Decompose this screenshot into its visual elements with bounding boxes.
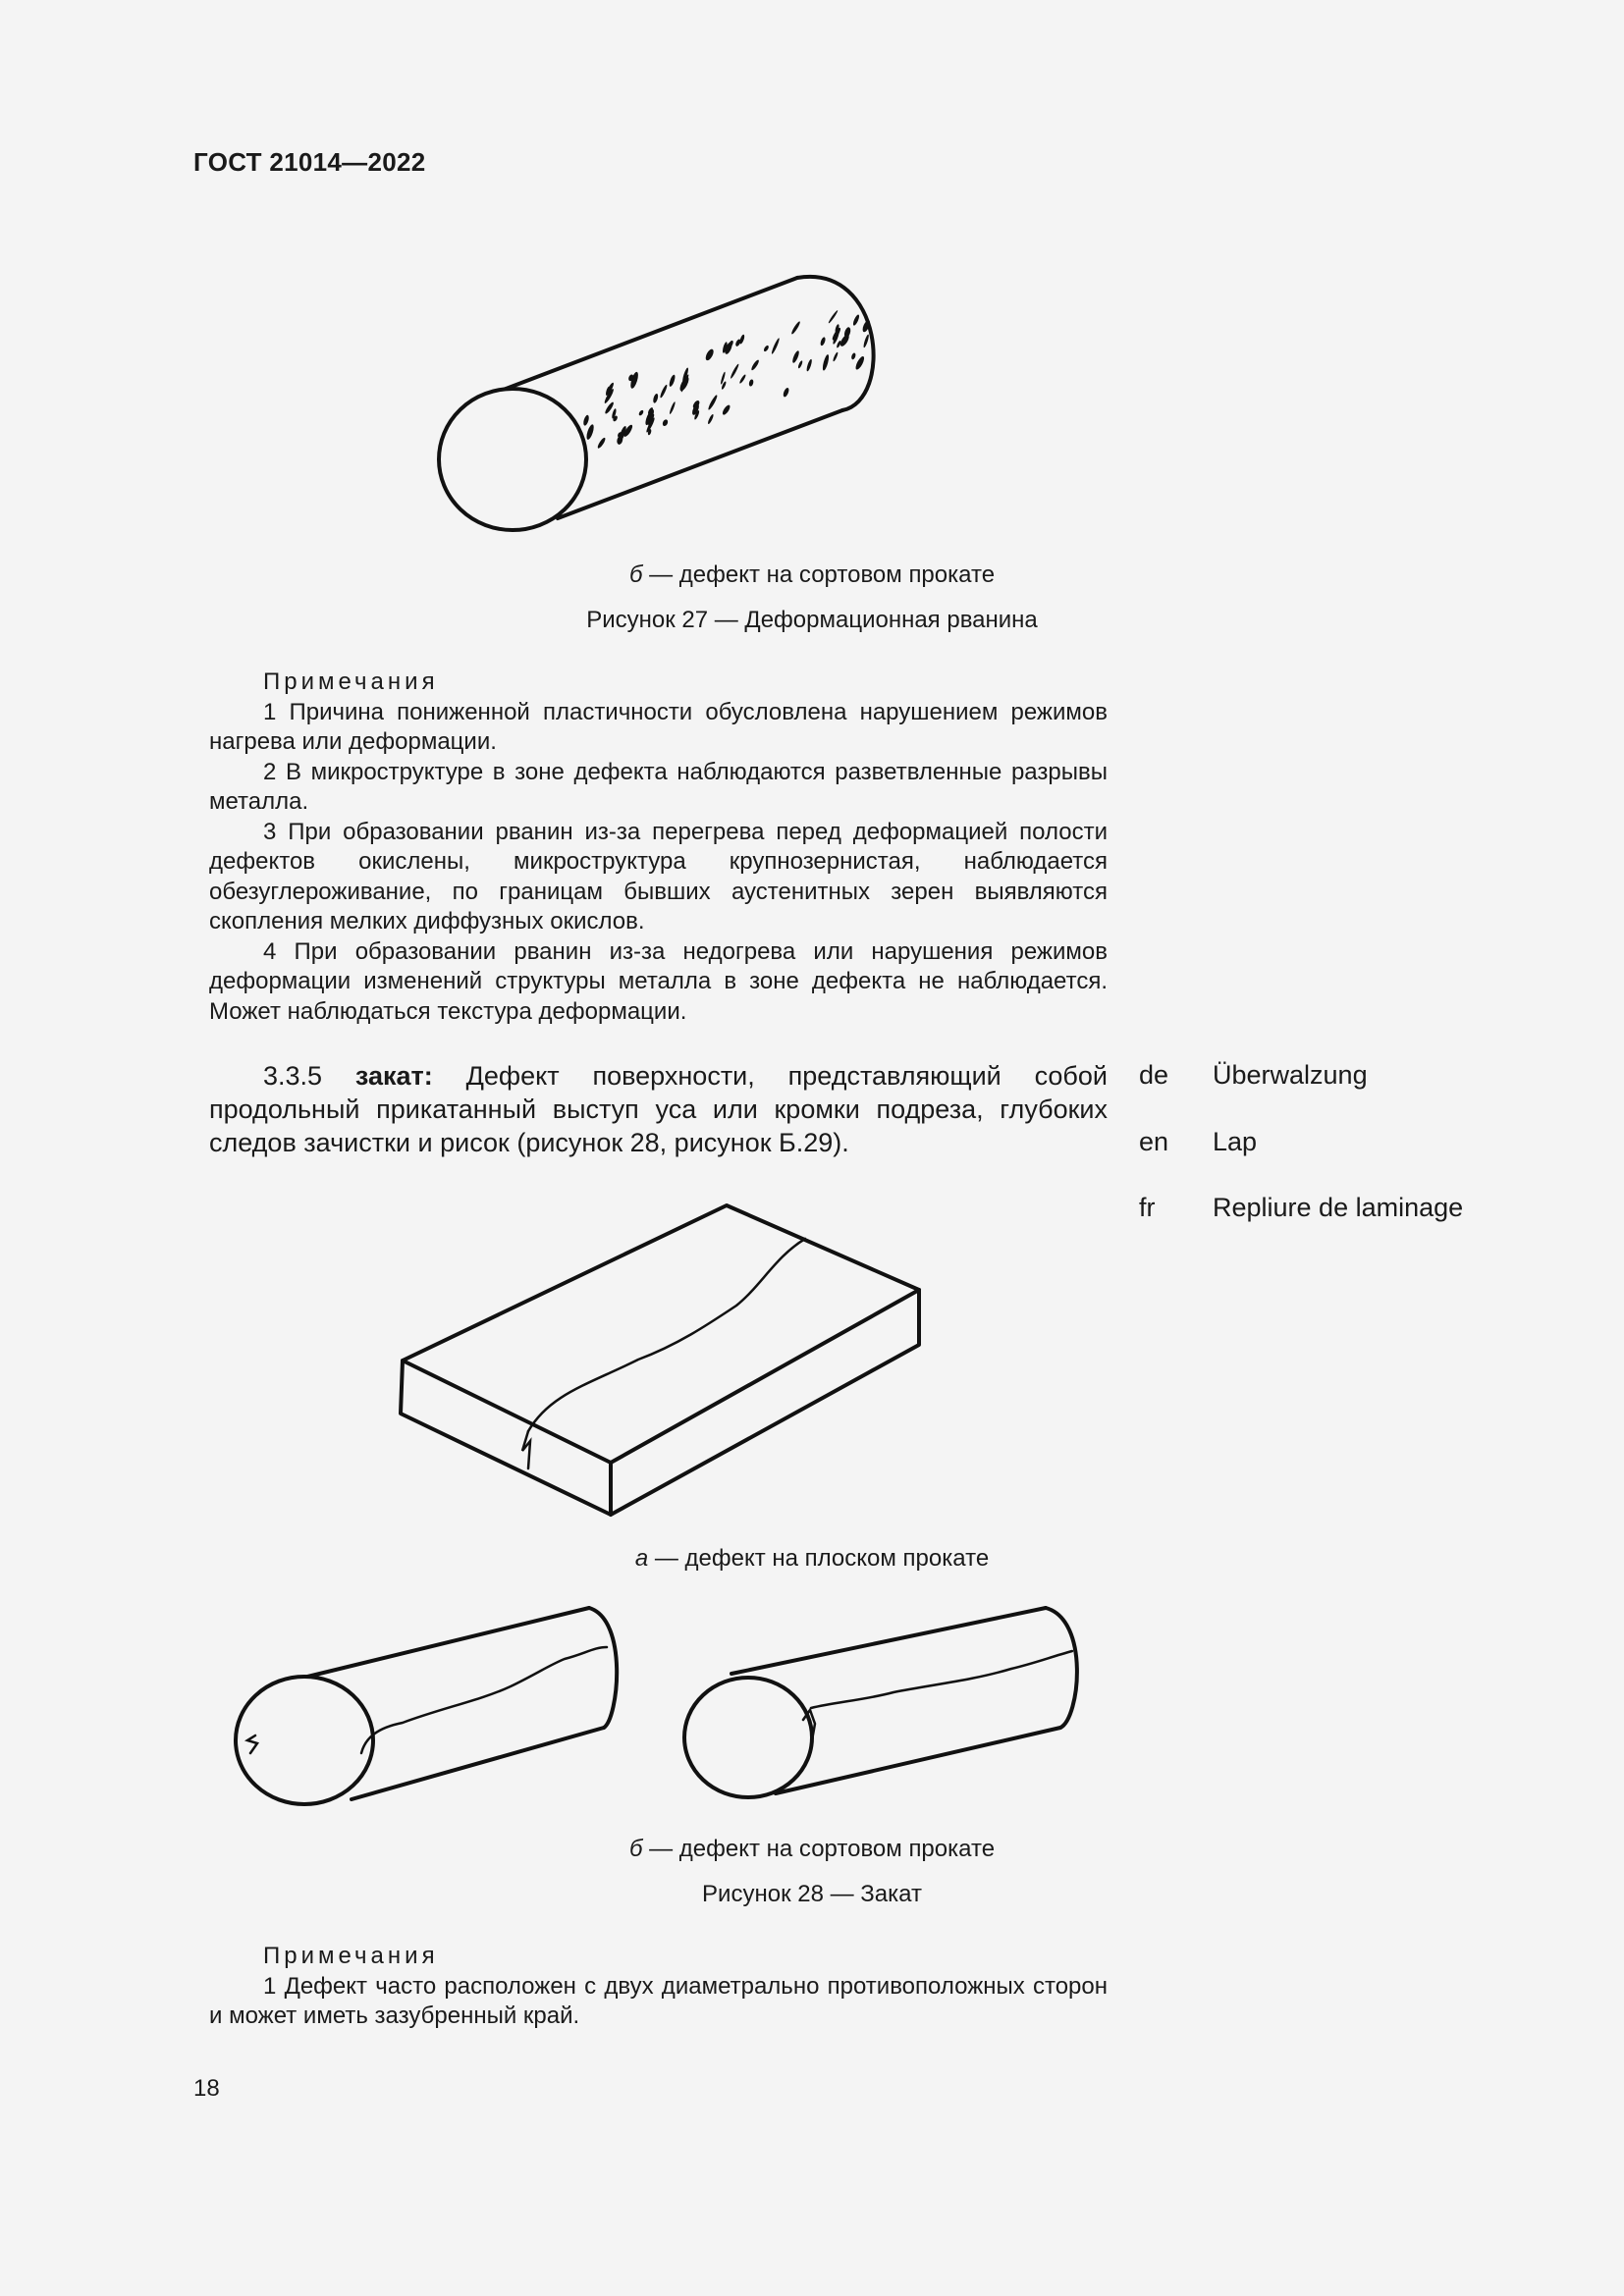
notes-heading: Примечания: [263, 668, 439, 695]
figure-28-caption: Рисунок 28 — Закат: [702, 1881, 922, 1907]
note-item: 1 Причина пониженной пластичности обусловлена нарушением режимов нагрева или деформации.: [209, 698, 1108, 755]
figure-27b-subcaption: б — дефект на сортовом прокате: [628, 561, 996, 588]
figure-28a-subcaption: а — дефект на плоском прокате: [634, 1545, 990, 1572]
term-definition: 3.3.5 закат: Дефект поверхности, представляющий собой продольный прикатанный выступ уса или кромки подреза, глубоких следов зачистки и рисок (рисунок 28, рисунок Б.29).: [209, 1061, 1108, 1157]
note-item: 1 Дефект часто расположен с двух диаметрально противоположных сторон и может иметь зазубренный край.: [209, 1972, 1108, 2029]
notes-heading: Примечания: [263, 1943, 439, 1969]
term-definition-text: Дефект поверхности, представляющий собой продольный прикатанный выступ уса или кромки подреза, глубоких следов зачистки и рисок (рисунок 28, рисунок Б.29).: [209, 1061, 1108, 1157]
figure-28b-subcaption: б — дефект на сортовом прокате: [628, 1836, 996, 1862]
note-item: 2 В микроструктуре в зоне дефекта наблюдаются разветвленные разрывы металла.: [209, 758, 1108, 815]
term-name: закат:: [354, 1061, 433, 1091]
page-number: 18: [193, 2075, 220, 2102]
note-item: 4 При образовании рванин из-за недогрева или нарушения режимов деформации изменений структуры металла в зоне дефекта не наблюдается. Может наблюдаться текстура деформации.: [209, 937, 1108, 1025]
document-header: ГОСТ 21014—2022: [193, 147, 426, 177]
note-item: 3 При образовании рванин из-за перегрева перед деформацией полости дефектов окислены, микроструктура крупнозернистая, наблюдается обезуглероживание, по границам бывших аустенитных зерен выявляются скопления мелких диффузных окислов.: [209, 818, 1108, 934]
figure-27-caption: Рисунок 27 — Деформационная рванина: [586, 607, 1038, 633]
notes-block-2: [209, 1942, 1108, 2032]
